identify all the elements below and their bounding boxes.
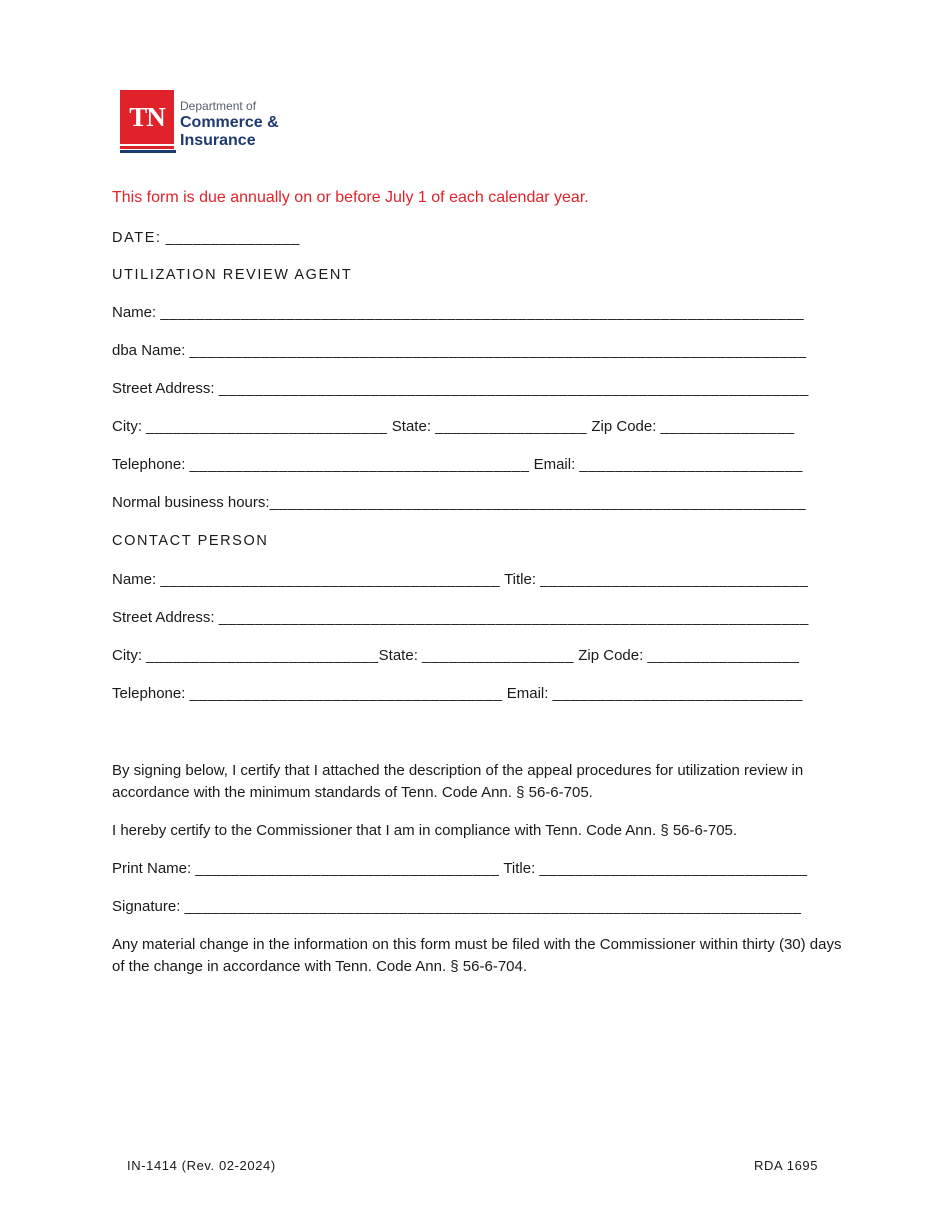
- contact-city-row: [112, 646, 800, 666]
- contact-city-field[interactable]: __________________________: [146, 647, 379, 664]
- signature-label: Signature:: [112, 898, 181, 915]
- agent-hours-field[interactable]: ____________________________________________________________: [269, 494, 807, 511]
- contact-city-label: City:: [112, 647, 142, 664]
- contact-title-label: Title:: [504, 571, 537, 588]
- contact-street-row: [112, 608, 809, 628]
- agent-street-label: Street Address:: [112, 380, 215, 397]
- logo-name-line1: Commerce &: [180, 114, 279, 131]
- agent-city-field[interactable]: ___________________________: [146, 418, 388, 435]
- contact-name-field[interactable]: ______________________________________: [160, 571, 501, 588]
- logo-underline-blue: [120, 150, 176, 153]
- agent-telephone-label: Telephone:: [112, 456, 186, 473]
- signature-field[interactable]: _____________________________________________________________________: [184, 898, 802, 915]
- print-name-field[interactable]: __________________________________: [195, 860, 500, 877]
- rda-number: RDA 1695: [754, 1158, 819, 1173]
- logo-mark: TN: [120, 90, 174, 144]
- agent-name-row: [112, 303, 804, 323]
- material-change-paragraph: Any material change in the information on this form must be filed with the Commissioner within thirty (30) days of the change in accordance with Tenn. Code Ann. § 56-6-704.: [112, 936, 842, 975]
- date-field[interactable]: _______________: [165, 229, 300, 246]
- tn-commerce-insurance-logo: [120, 90, 290, 154]
- contact-telephone-row: [112, 684, 803, 704]
- agent-zip-label: Zip Code:: [591, 418, 657, 435]
- contact-zip-label: Zip Code:: [578, 647, 644, 664]
- agent-telephone-row: [112, 455, 803, 475]
- signer-title-label: Title:: [503, 860, 536, 877]
- logo-underline-red: [120, 146, 174, 149]
- contact-name-row: [112, 570, 808, 590]
- print-name-label: Print Name:: [112, 860, 192, 877]
- agent-hours-row: [112, 493, 806, 513]
- compliance-paragraph: I hereby certify to the Commissioner that I am in compliance with Tenn. Code Ann. § 56-6-705.: [112, 822, 738, 839]
- signature-row: [112, 897, 802, 917]
- print-name-row: [112, 859, 808, 879]
- logo-dept: Department of: [180, 99, 257, 113]
- signer-title-field[interactable]: ______________________________: [539, 860, 808, 877]
- contact-state-field[interactable]: _________________: [422, 647, 575, 664]
- logo-name-line2: Insurance: [180, 132, 256, 149]
- agent-dba-label: dba Name:: [112, 342, 186, 359]
- agent-section-heading: UTILIZATION REVIEW AGENT: [112, 267, 353, 283]
- logo-text: [180, 100, 279, 150]
- agent-name-field[interactable]: ________________________________________________________________________: [160, 304, 805, 321]
- date-label: DATE:: [112, 230, 162, 246]
- agent-email-label: Email:: [533, 456, 576, 473]
- agent-state-label: State:: [391, 418, 431, 435]
- agent-hours-label: Normal business hours:: [112, 494, 270, 511]
- agent-telephone-field[interactable]: ______________________________________: [189, 456, 530, 473]
- agent-street-field[interactable]: __________________________________________________________________: [218, 380, 809, 397]
- date-row: [112, 228, 300, 248]
- contact-telephone-field[interactable]: ___________________________________: [189, 685, 503, 702]
- certify-paragraph: By signing below, I certify that I attached the description of the appeal procedures for utilization review in accordance with the minimum standards of Tenn. Code Ann. § 56-6-705.: [112, 762, 804, 801]
- agent-city-row: [112, 417, 795, 437]
- contact-street-label: Street Address:: [112, 609, 215, 626]
- agent-name-label: Name:: [112, 304, 157, 321]
- agent-dba-row: [112, 341, 807, 361]
- agent-city-label: City:: [112, 418, 142, 435]
- contact-name-label: Name:: [112, 571, 157, 588]
- contact-state-label: State:: [378, 647, 418, 664]
- form-number: IN-1414 (Rev. 02-2024): [127, 1158, 276, 1173]
- contact-telephone-label: Telephone:: [112, 685, 186, 702]
- agent-zip-field[interactable]: _______________: [660, 418, 795, 435]
- contact-email-field[interactable]: ____________________________: [552, 685, 803, 702]
- agent-street-row: [112, 379, 809, 399]
- agent-dba-field[interactable]: _____________________________________________________________________: [189, 342, 807, 359]
- contact-section-heading: CONTACT PERSON: [112, 533, 269, 549]
- contact-email-label: Email:: [506, 685, 549, 702]
- due-date-notice: This form is due annually on or before July 1 of each calendar year.: [112, 189, 589, 206]
- contact-zip-field[interactable]: _________________: [647, 647, 800, 664]
- agent-state-field[interactable]: _________________: [435, 418, 588, 435]
- contact-street-field[interactable]: __________________________________________________________________: [218, 609, 809, 626]
- contact-title-field[interactable]: ______________________________: [540, 571, 809, 588]
- agent-email-field[interactable]: _________________________: [579, 456, 803, 473]
